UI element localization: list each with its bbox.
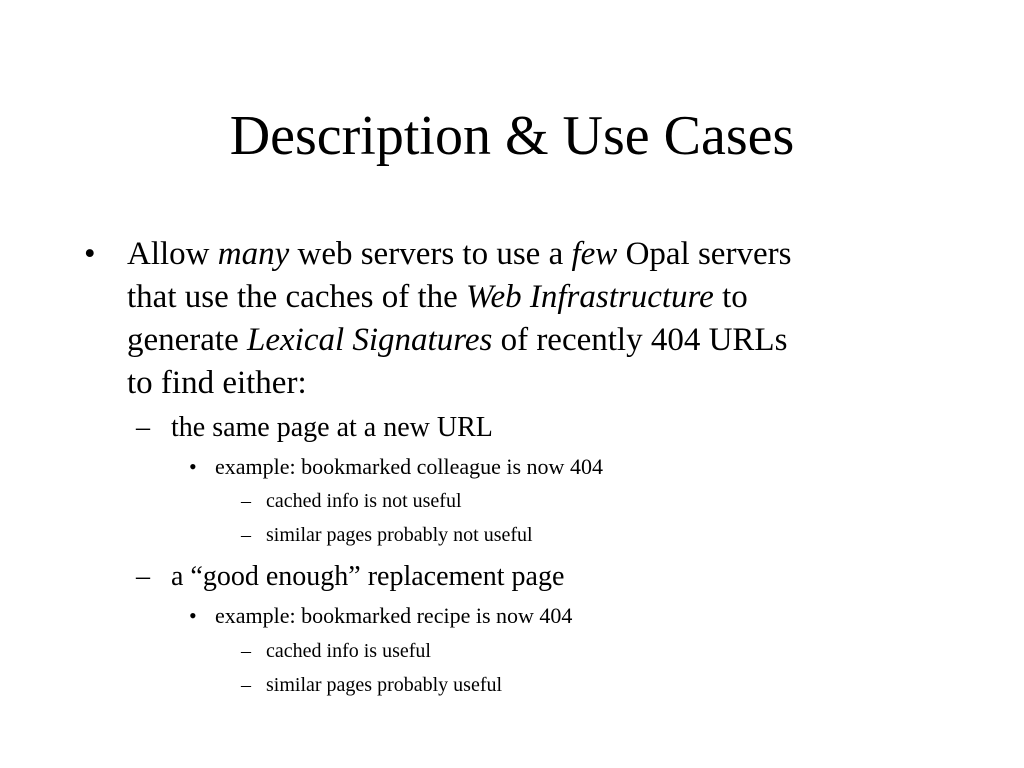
emphasized-term: few: [571, 236, 618, 272]
emphasized-term: Web Infrastructure: [466, 279, 714, 315]
note-marker: –: [241, 490, 251, 512]
note-text: cached info is not useful: [266, 490, 462, 512]
emphasized-term: Lexical Signatures: [247, 322, 493, 358]
sub-bullet-marker: –: [136, 412, 150, 443]
use-case-text: a “good enough” replacement page: [171, 561, 565, 592]
emphasized-term: many: [217, 236, 290, 272]
bullet-marker: •: [84, 236, 96, 272]
example-marker: •: [189, 454, 197, 479]
example-text: example: bookmarked colleague is now 404: [215, 454, 603, 479]
example-marker: •: [189, 603, 197, 628]
sub-bullet-marker: –: [136, 561, 150, 592]
note-text: similar pages probably not useful: [266, 524, 533, 546]
slide-title: Description & Use Cases: [229, 105, 795, 167]
note-marker: –: [241, 640, 251, 662]
note-marker: –: [241, 524, 251, 546]
bullet-line: to find either:: [127, 365, 307, 401]
note-text: cached info is useful: [266, 640, 431, 662]
example-text: example: bookmarked recipe is now 404: [215, 603, 573, 628]
note-text: similar pages probably useful: [266, 674, 503, 696]
bullet-line: generate Lexical Signatures of recently 404 URLs: [127, 322, 788, 358]
note-marker: –: [241, 674, 251, 696]
use-case-text: the same page at a new URL: [171, 412, 493, 443]
bullet-line: Allow many web servers to use a few Opal servers: [127, 236, 792, 272]
bullet-line: that use the caches of the Web Infrastructure to: [127, 279, 748, 315]
